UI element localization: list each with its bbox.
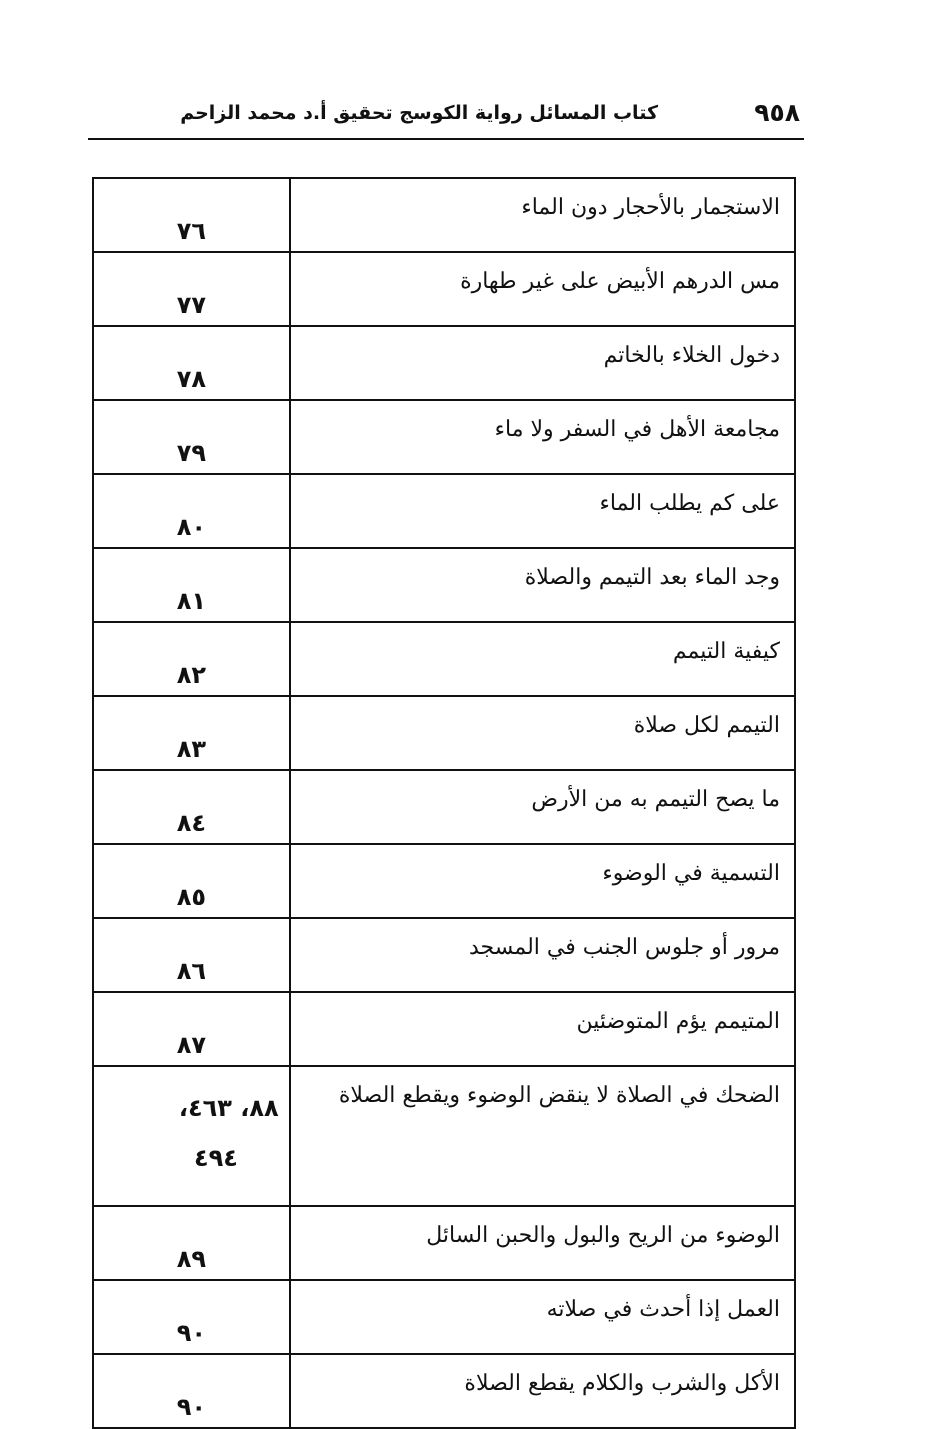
topic-cell: دخول الخلاء بالخاتم xyxy=(290,326,795,400)
table-row xyxy=(93,1206,795,1280)
topic-cell: الوضوء من الريح والبول والحبن السائل xyxy=(290,1206,795,1280)
page-ref-cell: ٧٧ xyxy=(93,252,290,326)
topic-cell: على كم يطلب الماء xyxy=(290,474,795,548)
table-row xyxy=(93,548,795,622)
table-row xyxy=(93,252,795,326)
page-ref-line: ٨٨، ٤٦٣، xyxy=(178,1094,279,1122)
page-ref-cell: ٨٦ xyxy=(93,918,290,992)
page-ref-cell: ٨٢ xyxy=(93,622,290,696)
topic-cell: التسمية في الوضوء xyxy=(290,844,795,918)
topic-cell: التيمم لكل صلاة xyxy=(290,696,795,770)
page-ref-cell: ٧٩ xyxy=(93,400,290,474)
page-ref-cell: ٨٣ xyxy=(93,696,290,770)
table-row xyxy=(93,622,795,696)
topic-cell: مرور أو جلوس الجنب في المسجد xyxy=(290,918,795,992)
page-ref-cell: ٩٠ xyxy=(93,1354,290,1428)
table-row xyxy=(93,178,795,252)
index-table xyxy=(92,177,796,1429)
topic-cell: كيفية التيمم xyxy=(290,622,795,696)
page-ref-cell: ٨٥ xyxy=(93,844,290,918)
table-row xyxy=(93,992,795,1066)
page-ref-line: ٤٩٤ xyxy=(194,1144,238,1173)
page-ref-cell: ٨١ xyxy=(93,548,290,622)
page-number: ٩٥٨ xyxy=(754,98,800,127)
page-header xyxy=(88,92,804,140)
table-row xyxy=(93,1280,795,1354)
topic-cell: المتيمم يؤم المتوضئين xyxy=(290,992,795,1066)
page-ref-cell: ٧٨ xyxy=(93,326,290,400)
page-ref-cell: ٩٠ xyxy=(93,1280,290,1354)
page-ref-cell: ٧٦ xyxy=(93,178,290,252)
topic-cell: الاستجمار بالأحجار دون الماء xyxy=(290,178,795,252)
topic-cell: مس الدرهم الأبيض على غير طهارة xyxy=(290,252,795,326)
table-row xyxy=(93,770,795,844)
topic-cell: ما يصح التيمم به من الأرض xyxy=(290,770,795,844)
page-ref-cell xyxy=(93,1066,290,1206)
table-row xyxy=(93,1066,795,1206)
table-row xyxy=(93,1354,795,1428)
topic-cell: وجد الماء بعد التيمم والصلاة xyxy=(290,548,795,622)
table-row xyxy=(93,844,795,918)
page-ref-cell: ٨٤ xyxy=(93,770,290,844)
table-row xyxy=(93,326,795,400)
topic-cell: الضحك في الصلاة لا ينقض الوضوء ويقطع الصلاة xyxy=(290,1066,795,1206)
topic-cell: مجامعة الأهل في السفر ولا ماء xyxy=(290,400,795,474)
topic-cell: العمل إذا أحدث في صلاته xyxy=(290,1280,795,1354)
page-ref-cell: ٨٩ xyxy=(93,1206,290,1280)
book-title: كتاب المسائل رواية الكوسج تحقيق أ.د محمد الزاحم xyxy=(180,102,658,124)
table-row xyxy=(93,400,795,474)
page-ref-cell: ٨٧ xyxy=(93,992,290,1066)
page-ref-cell: ٨٠ xyxy=(93,474,290,548)
table-row xyxy=(93,918,795,992)
topic-cell: الأكل والشرب والكلام يقطع الصلاة xyxy=(290,1354,795,1428)
table-row xyxy=(93,696,795,770)
table-row xyxy=(93,474,795,548)
